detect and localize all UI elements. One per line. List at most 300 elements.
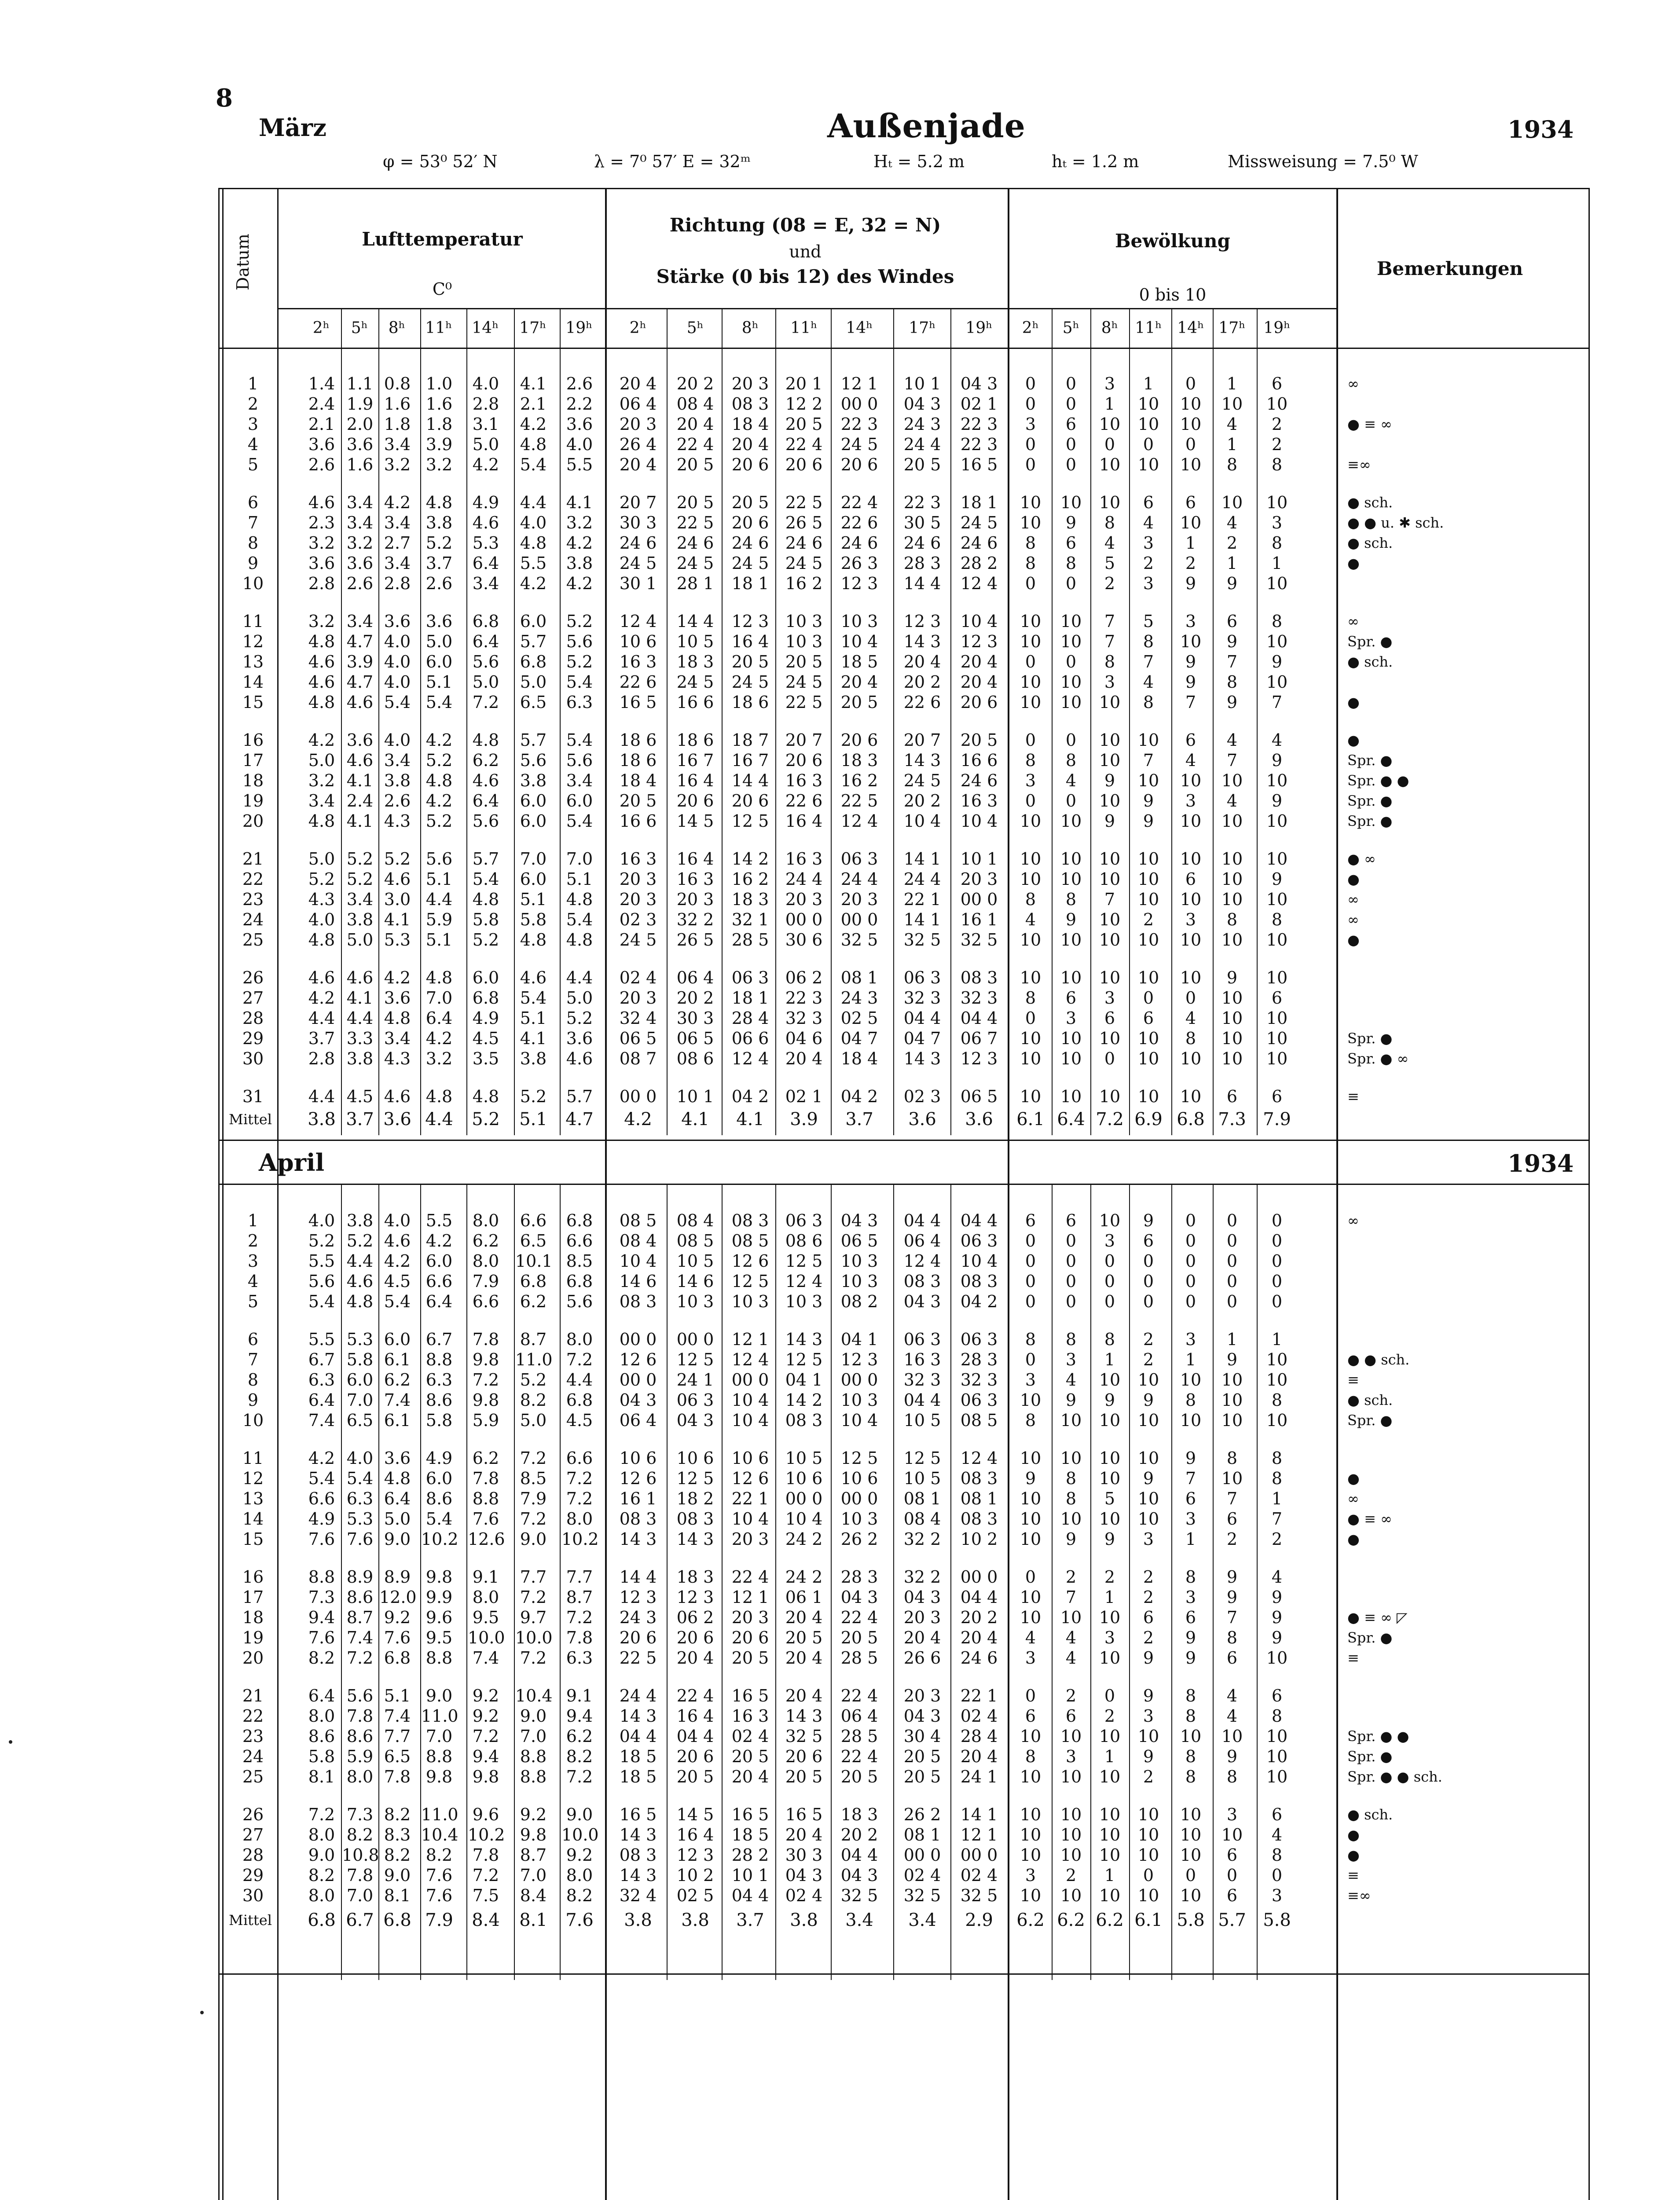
mean-wind: 4.1 [736,1109,764,1129]
wind-value: 30 3 [619,513,657,532]
wind-value: 22 3 [785,988,823,1008]
wind-value: 18 1 [731,574,769,593]
wind-value: 12 3 [619,1588,657,1607]
temperature-value: 3.4 [472,574,499,593]
wind-value: 20 4 [785,1648,823,1668]
cloud-value: 10 [1266,1411,1288,1430]
temp-hour-4: 11ʰ [425,319,452,337]
temperature-value: 7.6 [426,1866,453,1885]
cloud-value: 10 [1266,1727,1288,1746]
cloud-value: 6 [1065,1211,1077,1230]
mean-cloud: 6.2 [1016,1910,1045,1930]
cloud-value: 3 [1185,612,1196,631]
cloud-value: 10 [1060,1608,1082,1627]
day-number: 27 [242,1825,264,1844]
latitude: φ = 53⁰ 52′ N [383,152,498,171]
cloud-value: 6 [1185,493,1196,512]
cloud-value: 9 [1143,811,1154,831]
cloud-value: 6 [1185,730,1196,750]
cloud-value: 8 [1271,1469,1283,1488]
cloud-value: 0 [1226,1292,1238,1311]
temperature-value: 9.5 [472,1608,499,1627]
wind-value: 20 5 [676,455,714,474]
table-row [0,373,1680,394]
temperature-value: 9.0 [566,1805,593,1824]
temperature-value: 7.6 [472,1509,499,1529]
cloud-value: 3 [1143,574,1154,593]
wind-value: 12 5 [785,1350,823,1369]
table-row [0,869,1680,890]
cloud-value: 0 [1185,1292,1196,1311]
wind-value: 04 3 [840,1866,878,1885]
temp-hour-7: 19ʰ [565,319,593,337]
wind-value: 18 7 [731,730,769,750]
cloud-value: 2 [1104,1706,1115,1726]
wind-value: 12 3 [731,612,769,631]
cloud-value: 10 [1221,394,1243,414]
day-number: 14 [242,672,264,692]
day-number: 6 [247,1330,259,1349]
temperature-value: 7.6 [308,1529,335,1549]
temperature-value: 3.4 [346,890,374,909]
temperature-value: 8.2 [308,1648,335,1668]
temperature-value: 8.0 [472,1251,499,1271]
cloud-value: 8 [1185,1747,1196,1766]
remark: ≡ [1347,1088,1359,1105]
temperature-value: 5.6 [566,1292,593,1311]
cloud-value: 10 [1180,513,1202,532]
cloud-value: 0 [1065,574,1077,593]
wind-value: 12 3 [840,574,878,593]
wind-value: 20 5 [903,455,941,474]
cloud-value: 9 [1185,1648,1196,1668]
cloud-value: 10 [1180,1087,1202,1106]
wind-value: 20 5 [785,414,823,434]
cloud-value: 2 [1143,1567,1154,1587]
wind-value: 26 5 [676,930,714,950]
temperature-value: 1.6 [346,455,374,474]
cloud-value: 9 [1185,672,1196,692]
table-row [0,1349,1680,1370]
cloud-value: 8 [1104,513,1115,532]
cloud-value: 9 [1226,1350,1238,1369]
wind-value: 22 4 [840,1608,878,1627]
wind-value: 04 4 [960,1211,998,1230]
temperature-value: 2.1 [520,394,547,414]
cloud-value: 9 [1143,1686,1154,1705]
wind-value: 14 2 [785,1390,823,1410]
cloud-value: 6 [1185,1608,1196,1627]
cloud-value: 1 [1226,435,1238,454]
temperature-unit: C⁰ [432,279,452,299]
temperature-value: 6.8 [384,1648,411,1668]
cloud-value: 10 [1221,1049,1243,1068]
temperature-value: 3.8 [426,513,453,532]
scan-speck [200,2011,204,2014]
wind-value: 32 3 [960,1370,998,1390]
wind-value: 14 5 [676,811,714,831]
wind-value: 24 6 [960,533,998,553]
temperature-value: 4.8 [346,1292,374,1311]
wind-value: 00 0 [619,1370,657,1390]
cloud-value: 0 [1065,652,1077,671]
temperature-value: 7.8 [472,1330,499,1349]
cloud-value: 10 [1060,849,1082,869]
wind-value: 08 3 [619,1845,657,1865]
temperature-value: 5.2 [520,1087,547,1106]
wind-value: 18 5 [619,1767,657,1786]
cloud-value: 8 [1271,533,1283,553]
table-row [0,692,1680,713]
temperature-value: 7.6 [384,1628,411,1647]
cloud-header: Bewölkung [1115,230,1230,252]
wind-value: 20 3 [840,890,878,909]
table-rule [277,308,1336,309]
temperature-value: 8.8 [426,1648,453,1668]
wind-value: 12 3 [903,612,941,631]
cloud-value: 10 [1221,890,1243,909]
wind-header-line2: und [789,242,822,261]
wind-value: 22 5 [840,791,878,810]
cloud-value: 8 [1226,1628,1238,1647]
cloud-value: 7 [1104,612,1115,631]
temperature-value: 9.8 [520,1825,547,1844]
temperature-value: 5.4 [384,693,411,712]
cloud-value: 8 [1143,632,1154,651]
temperature-value: 4.4 [346,1251,374,1271]
table-row [0,1230,1680,1251]
wind-value: 20 4 [903,652,941,671]
temperature-value: 7.9 [472,1272,499,1291]
cloud-value: 0 [1025,1292,1036,1311]
temperature-value: 4.9 [308,1509,335,1529]
cloud-value: 8 [1025,554,1036,573]
wind-value: 00 0 [676,1330,714,1349]
temperature-value: 6.0 [520,791,547,810]
cloud-value: 10 [1060,1825,1082,1844]
cloud-value: 3 [1065,1008,1077,1028]
temperature-value: 5.0 [520,672,547,692]
cloud-value: 8 [1065,890,1077,909]
cloud-value: 0 [1025,791,1036,810]
cloud-value: 0 [1025,374,1036,393]
cloud-value: 10 [1180,1886,1202,1905]
wind-value: 20 3 [731,1529,769,1549]
temperature-value: 4.6 [472,513,499,532]
cloud-value: 1 [1104,1350,1115,1369]
temperature-value: 4.3 [384,1049,411,1068]
temperature-value: 6.0 [520,612,547,631]
wind-value: 20 3 [619,869,657,889]
temperature-value: 5.8 [346,1350,374,1369]
remark: Spr. ● ● [1347,772,1409,789]
temperature-value: 5.6 [472,811,499,831]
cloud-value: 10 [1099,1370,1121,1390]
mean-temperature: 8.4 [472,1910,500,1930]
cloud-value: 7 [1226,751,1238,770]
mean-wind: 3.8 [624,1910,652,1930]
cloud-value: 10 [1221,1370,1243,1390]
cloud-value: 10 [1266,890,1288,909]
wind-value: 22 1 [903,890,941,909]
mean-cloud: 6.9 [1134,1109,1163,1129]
cloud-hour-7: 19ʰ [1263,319,1291,337]
wind-value: 20 4 [619,374,657,393]
table-rule [218,1184,1590,1185]
day-number: 23 [242,890,264,909]
temperature-value: 4.8 [308,930,335,950]
wind-value: 24 5 [619,930,657,950]
cloud-value: 4 [1271,730,1283,750]
temperature-value: 3.4 [566,771,593,790]
temperature-value: 7.6 [346,1529,374,1549]
temperature-value: 8.5 [520,1469,547,1488]
mean-cloud: 6.4 [1057,1109,1085,1129]
temperature-value: 7.2 [566,1608,593,1627]
wind-value: 32 5 [903,1886,941,1905]
cloud-value: 10 [1137,1370,1159,1390]
temperature-value: 2.1 [308,414,335,434]
temperature-value: 5.4 [384,1292,411,1311]
temperature-value: 2.6 [384,791,411,810]
cloud-value: 4 [1226,1686,1238,1705]
cloud-value: 10 [1020,612,1042,631]
cloud-value: 6 [1065,533,1077,553]
wind-value: 10 6 [785,1469,823,1488]
wind-value: 10 1 [903,374,941,393]
temperature-value: 8.9 [346,1567,374,1587]
cloud-value: 7 [1226,1489,1238,1508]
wind-value: 10 6 [619,632,657,651]
temperature-value: 4.2 [384,1251,411,1271]
wind-value: 32 3 [903,988,941,1008]
temperature-value: 8.2 [346,1825,374,1844]
wind-value: 22 4 [785,435,823,454]
wind-value: 04 6 [785,1029,823,1048]
temperature-value: 12.6 [468,1529,505,1549]
wind-value: 16 1 [619,1489,657,1508]
wind-value: 10 2 [676,1866,714,1885]
temperature-value: 12.0 [379,1588,417,1607]
cloud-value: 10 [1020,869,1042,889]
cloud-value: 10 [1020,1845,1042,1865]
table-row [0,848,1680,869]
temperature-value: 8.2 [426,1845,453,1865]
temperature-value: 7.8 [384,1767,411,1786]
mean-cloud: 6.8 [1177,1109,1205,1129]
temperature-value: 4.6 [384,1231,411,1250]
day-number: 13 [242,652,264,671]
wind-value: 14 3 [903,632,941,651]
temperature-value: 3.5 [472,1049,499,1068]
cloud-value: 10 [1221,1469,1243,1488]
wind-value: 10 5 [676,1251,714,1271]
wind-value: 08 4 [619,1231,657,1250]
temperature-value: 4.5 [384,1272,411,1291]
wind-value: 16 4 [676,1825,714,1844]
day-number: 10 [242,1411,264,1430]
temperature-value: 9.0 [520,1706,547,1726]
temperature-value: 7.2 [520,1648,547,1668]
temperature-value: 5.0 [346,930,374,950]
cloud-value: 0 [1226,1211,1238,1230]
temperature-value: 4.0 [384,1211,411,1230]
temperature-value: 6.0 [426,1251,453,1271]
wind-value: 20 6 [731,1628,769,1647]
cloud-value: 6 [1065,988,1077,1008]
station-metadata [0,152,1680,178]
remark: Spr. ● [1347,1030,1393,1047]
temperature-value: 7.8 [472,1469,499,1488]
day-number: 8 [247,533,259,553]
cloud-value: 10 [1221,1008,1243,1028]
cloud-value: 10 [1060,493,1082,512]
cloud-value: 0 [1025,1567,1036,1587]
cloud-value: 10 [1020,1390,1042,1410]
wind-value: 04 4 [676,1727,714,1746]
temperature-value: 7.2 [472,693,499,712]
cloud-value: 8 [1271,455,1283,474]
temperature-value: 5.8 [520,910,547,929]
cloud-value: 10 [1266,1350,1288,1369]
cloud-value: 8 [1104,652,1115,671]
wind-value: 00 0 [960,890,998,909]
cloud-value: 7 [1226,652,1238,671]
wind-value: 28 3 [903,554,941,573]
cloud-value: 10 [1060,693,1082,712]
temp-hour-2: 5ʰ [351,319,368,337]
temperature-value: 8.6 [426,1489,453,1508]
month-title-march: März [259,114,326,142]
temperature-value: 6.0 [520,869,547,889]
cloud-value: 7 [1104,632,1115,651]
mean-temperature: 6.8 [308,1910,336,1930]
cloud-value: 10 [1137,771,1159,790]
wind-value: 16 3 [960,791,998,810]
wind-hour-5: 14ʰ [846,319,873,337]
wind-value: 10 4 [840,632,878,651]
wind-value: 16 5 [731,1686,769,1705]
cloud-value: 10 [1221,988,1243,1008]
cloud-value: 0 [1185,1251,1196,1271]
table-row [0,1607,1680,1628]
wind-value: 02 1 [960,394,998,414]
wind-value: 06 3 [840,849,878,869]
remark: ≡ [1347,1867,1359,1884]
mean-temperature: 4.4 [425,1109,453,1129]
temperature-value: 7.7 [566,1567,593,1587]
wind-value: 14 1 [903,910,941,929]
cloud-value: 10 [1137,1448,1159,1468]
cloud-value: 8 [1185,1390,1196,1410]
remark: ● [1347,732,1360,748]
temperature-value: 7.0 [346,1390,374,1410]
mean-cloud: 6.1 [1016,1109,1045,1129]
cloud-value: 4 [1065,1648,1077,1668]
temp-hour-1: 2ʰ [312,319,330,337]
mean-cloud: 5.7 [1218,1910,1246,1930]
day-number: 12 [242,1469,264,1488]
temperature-value: 5.2 [384,849,411,869]
cloud-value: 2 [1143,1628,1154,1647]
wind-value: 20 6 [785,1747,823,1766]
temperature-value: 5.6 [566,751,593,770]
remark: ● [1347,1470,1360,1487]
cloud-value: 9 [1271,869,1283,889]
cloud-value: 10 [1137,849,1159,869]
temperature-value: 6.8 [566,1211,593,1230]
cloud-value: 10 [1180,394,1202,414]
temperature-value: 3.6 [426,612,453,631]
cloud-value: 1 [1104,394,1115,414]
mean-temperature: 5.1 [519,1109,547,1129]
temperature-value: 4.2 [308,988,335,1008]
wind-value: 08 3 [960,1272,998,1291]
temperature-value: 4.4 [346,1008,374,1028]
wind-value: 02 4 [960,1706,998,1726]
station-height: Hₜ = 5.2 m [873,152,965,171]
temperature-value: 4.0 [520,513,547,532]
wind-value: 20 4 [903,1628,941,1647]
wind-value: 20 5 [840,693,878,712]
wind-value: 26 3 [840,554,878,573]
table-row [0,1468,1680,1489]
wind-value: 24 4 [903,435,941,454]
cloud-value: 10 [1060,1029,1082,1048]
cloud-value: 8 [1271,1706,1283,1726]
remark: Spr. ● ∞ [1347,1050,1409,1067]
wind-value: 00 0 [903,1845,941,1865]
temperature-value: 7.2 [566,1489,593,1508]
wind-value: 02 4 [785,1886,823,1905]
temperature-value: 5.1 [426,672,453,692]
temperature-value: 7.2 [566,1350,593,1369]
temperature-value: 4.2 [384,968,411,987]
cloud-value: 6 [1065,1706,1077,1726]
cloud-value: 0 [1271,1866,1283,1885]
mean-cloud: 5.8 [1177,1910,1205,1930]
mean-cloud: 5.8 [1263,1910,1291,1930]
remark: ● ● sch. [1347,1351,1410,1368]
cloud-value: 10 [1137,455,1159,474]
cloud-value: 0 [1143,1292,1154,1311]
temperature-value: 5.3 [472,533,499,553]
cloud-value: 3 [1185,910,1196,929]
wind-value: 12 5 [903,1448,941,1468]
wind-value: 06 3 [785,1211,823,1230]
temperature-value: 4.2 [566,533,593,553]
temperature-value: 7.3 [346,1805,374,1824]
cloud-value: 6 [1143,493,1154,512]
temperature-value: 6.7 [426,1330,453,1349]
wind-value: 32 2 [676,910,714,929]
cloud-value: 9 [1065,513,1077,532]
temperature-value: 8.8 [426,1747,453,1766]
day-number: 13 [242,1489,264,1508]
cloud-value: 10 [1099,1211,1121,1230]
wind-value: 16 4 [785,811,823,831]
temperature-value: 4.6 [308,493,335,512]
cloud-range: 0 bis 10 [1139,285,1207,304]
cloud-value: 7 [1104,890,1115,909]
table-row [0,1250,1680,1272]
wind-value: 04 4 [731,1886,769,1905]
temperature-value: 10.0 [468,1628,505,1647]
cloud-value: 10 [1060,1767,1082,1786]
temperature-value: 9.0 [384,1866,411,1885]
wind-value: 12 5 [840,1448,878,1468]
cloud-value: 0 [1143,1866,1154,1885]
